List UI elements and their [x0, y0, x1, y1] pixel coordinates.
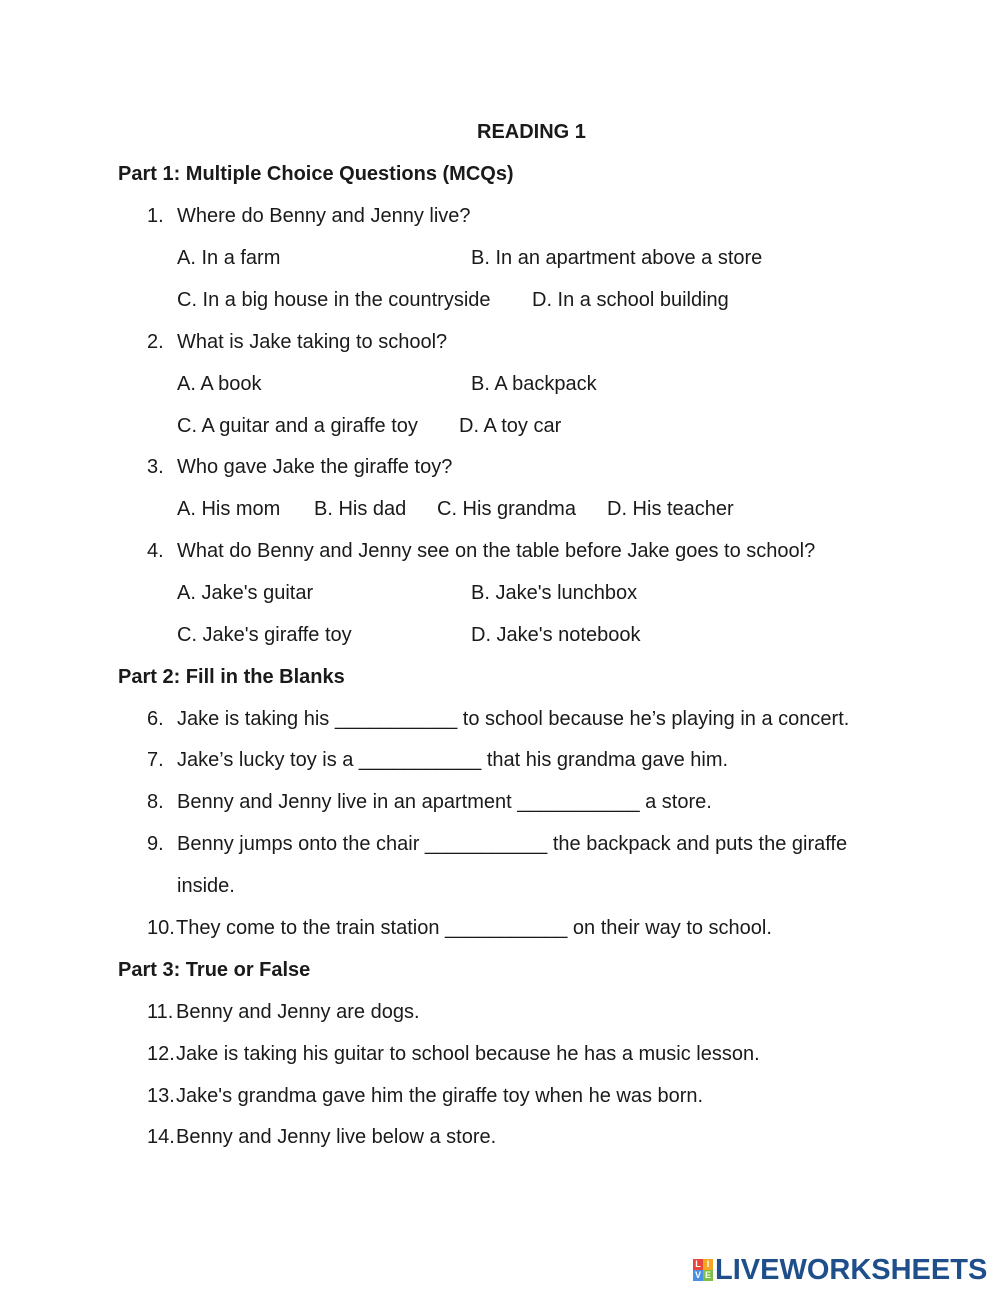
- logo-mark-i: I: [703, 1259, 713, 1270]
- option-a[interactable]: A. His mom: [177, 498, 281, 520]
- page-title: READING 1: [477, 121, 586, 143]
- question-number: 11.: [147, 1001, 174, 1023]
- logo-mark-l: L: [693, 1259, 703, 1270]
- question-number: 14.: [147, 1126, 175, 1148]
- option-c[interactable]: C. A guitar and a giraffe toy: [177, 415, 418, 437]
- fill-blank-question-continued: inside.: [177, 875, 235, 897]
- true-false-statement[interactable]: Benny and Jenny are dogs.: [176, 1001, 420, 1023]
- fill-blank-question[interactable]: They come to the train station ___________ on their way to school.: [176, 917, 772, 939]
- part2-heading: Part 2: Fill in the Blanks: [118, 666, 345, 688]
- logo-mark-e: E: [704, 1270, 711, 1280]
- option-d[interactable]: D. In a school building: [532, 289, 729, 311]
- option-d[interactable]: D. A toy car: [459, 415, 562, 437]
- logo-mark-icon: [693, 1259, 713, 1281]
- question-number: 3.: [147, 456, 164, 478]
- true-false-statement[interactable]: Benny and Jenny live below a store.: [176, 1126, 497, 1148]
- logo-text: LIVEWORKSHEETS: [715, 1253, 988, 1286]
- liveworksheets-logo: [693, 1255, 987, 1285]
- option-c[interactable]: C. Jake's giraffe toy: [177, 624, 352, 646]
- question-text: What do Benny and Jenny see on the table before Jake goes to school?: [177, 540, 816, 562]
- true-false-statement[interactable]: Jake's grandma gave him the giraffe toy when he was born.: [176, 1085, 704, 1107]
- part1-heading: Part 1: Multiple Choice Questions (MCQs): [118, 163, 514, 185]
- question-number: 9.: [147, 833, 164, 855]
- fill-blank-question[interactable]: Jake’s lucky toy is a ___________ that his grandma gave him.: [177, 749, 729, 771]
- option-b[interactable]: B. Jake's lunchbox: [471, 582, 638, 604]
- option-a[interactable]: A. Jake's guitar: [177, 582, 314, 604]
- question-number: 10.: [147, 917, 175, 939]
- option-c[interactable]: C. In a big house in the countryside: [177, 289, 491, 311]
- option-a[interactable]: A. In a farm: [177, 247, 281, 269]
- question-number: 2.: [147, 331, 164, 353]
- question-text: Where do Benny and Jenny live?: [177, 205, 471, 227]
- part3-heading: Part 3: True or False: [118, 959, 311, 981]
- option-b[interactable]: B. In an apartment above a store: [471, 247, 763, 269]
- question-number: 6.: [147, 708, 164, 730]
- question-number: 4.: [147, 540, 164, 562]
- option-b[interactable]: B. A backpack: [471, 373, 597, 395]
- fill-blank-question[interactable]: Benny jumps onto the chair ___________ the backpack and puts the giraffe: [177, 833, 848, 855]
- question-text: What is Jake taking to school?: [177, 331, 448, 353]
- option-d[interactable]: D. Jake's notebook: [471, 624, 641, 646]
- logo-mark-v: V: [694, 1270, 701, 1280]
- true-false-statement[interactable]: Jake is taking his guitar to school because he has a music lesson.: [176, 1043, 760, 1065]
- option-a[interactable]: A. A book: [177, 373, 262, 395]
- question-number: 13.: [147, 1085, 175, 1107]
- fill-blank-question[interactable]: Benny and Jenny live in an apartment ___________ a store.: [177, 791, 712, 813]
- option-d[interactable]: D. His teacher: [607, 498, 734, 520]
- question-text: Who gave Jake the giraffe toy?: [177, 456, 453, 478]
- question-number: 8.: [147, 791, 164, 813]
- option-c[interactable]: C. His grandma: [437, 498, 576, 520]
- question-number: 1.: [147, 205, 164, 227]
- question-number: 12.: [147, 1043, 175, 1065]
- question-number: 7.: [147, 749, 164, 771]
- fill-blank-question[interactable]: Jake is taking his ___________ to school because he’s playing in a concert.: [177, 708, 850, 730]
- option-b[interactable]: B. His dad: [314, 498, 407, 520]
